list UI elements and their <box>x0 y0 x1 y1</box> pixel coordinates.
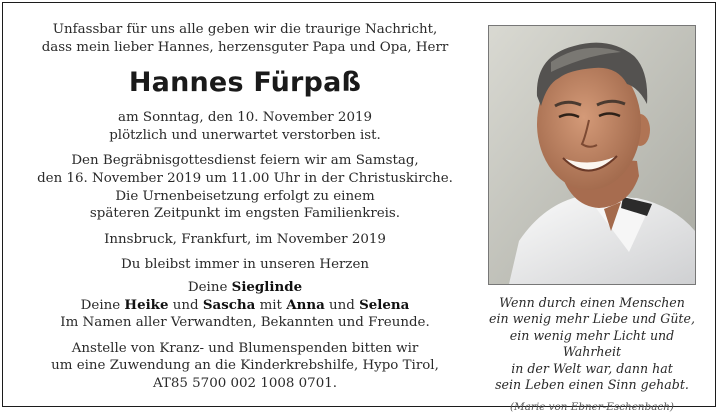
death-line-1: am Sonntag, den 10. November 2019 <box>118 110 372 126</box>
relatives-line: Im Namen aller Verwandten, Bekannten und Freunde. <box>60 315 430 331</box>
heart-line: Du bleibst immer in unseren Herzen <box>120 257 370 273</box>
intro-line-1: Unfassbar für uns alle geben wir die traurige Nachricht, <box>52 22 438 37</box>
wife-line <box>25 279 465 297</box>
deine-label-2: Deine <box>80 297 121 313</box>
obituary-card <box>2 2 716 414</box>
grandchild-name-1: Anna <box>286 296 325 313</box>
death-line-2: plötzlich und unerwartet verstorben ist. <box>109 127 381 143</box>
funeral-line-3: Die Urnenbeisetzung erfolgt zu einem <box>115 188 375 204</box>
portrait-photo <box>488 25 696 285</box>
funeral-line-1: Den Begräbnisgottesdienst feiern wir am Samstag, <box>71 153 419 169</box>
deceased-name: Hannes Fürpaß <box>128 67 362 99</box>
wife-name: Sieglinde <box>231 278 303 295</box>
donation-line-3: AT85 5700 002 1008 0701. <box>153 375 337 391</box>
quote-line-2: ein wenig mehr Liebe und Güte, <box>489 311 695 327</box>
mit-label: mit <box>259 297 282 313</box>
obituary-text <box>25 21 465 393</box>
place-date: Innsbruck, Frankfurt, im November 2019 <box>104 231 386 247</box>
quote-line-1: Wenn durch einen Menschen <box>499 295 685 310</box>
funeral-line-4: späteren Zeitpunkt im engsten Familienkreis. <box>89 206 401 222</box>
und-label-1: und <box>172 297 199 313</box>
quote-author: (Marie von Ebner-Eschenbach) <box>510 401 674 414</box>
quote-line-4: in der Welt war, dann hat <box>511 360 673 376</box>
quote-line-3: ein wenig mehr Licht und Wahrheit <box>509 327 675 360</box>
intro-line-2: dass mein lieber Hannes, herzensguter Papa und Opa, Herr <box>41 39 449 55</box>
quote-block <box>481 295 703 416</box>
quote-line-5: sein Leben einen Sinn gehabt. <box>495 377 689 393</box>
donation-line-1: Anstelle von Kranz- und Blumenspenden bitten wir <box>71 340 419 356</box>
children-line <box>25 297 465 315</box>
funeral-line-2: den 16. November 2019 um 11.00 Uhr in der Christuskirche. <box>37 170 453 186</box>
child-name-1: Heike <box>124 296 169 313</box>
deine-label-1: Deine <box>187 279 228 295</box>
donation-line-2: um eine Zuwendung an die Kinderkrebshilfe, Hypo Tirol, <box>51 358 439 374</box>
und-label-2: und <box>329 297 355 313</box>
child-name-2: Sascha <box>202 296 256 313</box>
grandchild-name-2: Selena <box>359 296 410 313</box>
